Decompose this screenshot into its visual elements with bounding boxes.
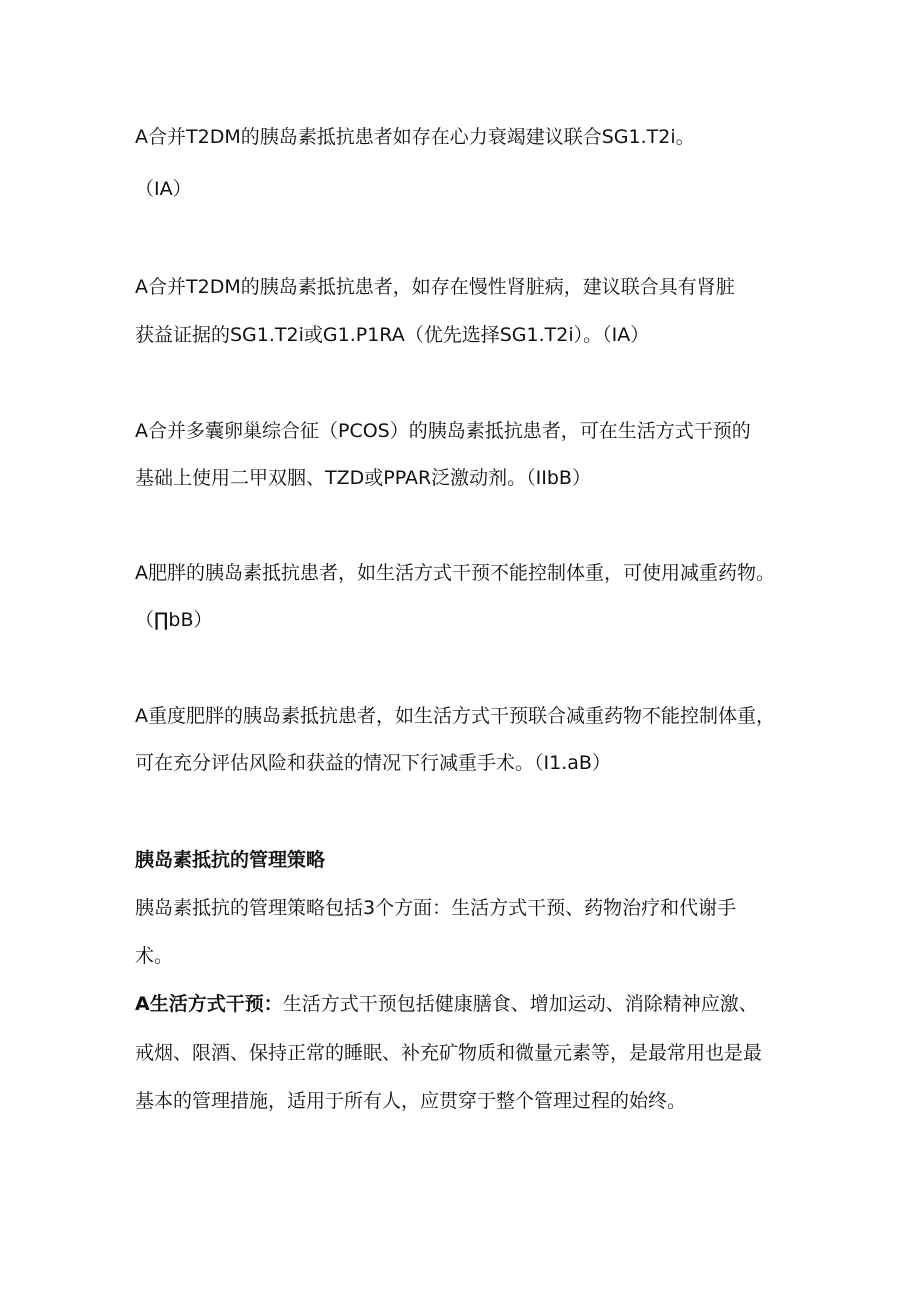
recommendation-5-line-2: 可在充分评估风险和获益的情况下行减重手术。（I1.aB）: [135, 752, 611, 774]
lifestyle-paragraph-line-3: 基本的管理措施，适用于所有人，应贯穿于整个管理过程的始终。: [135, 1090, 687, 1112]
lifestyle-label: A生活方式干预：: [135, 993, 283, 1015]
lifestyle-paragraph-line-1: [135, 991, 815, 1017]
recommendation-2-line-2: 获益证据的SG1.T2i或G1.P1RA（优先选择SG1.T2i）。（IA）: [135, 324, 650, 346]
recommendation-3-line-2: 基础上使用二甲双胭、TZD或PPAR泛激动剂。（IIbB）: [135, 467, 591, 489]
section-intro-line-1: 胰岛素抵抗的管理策略包括3个方面：生活方式干预、药物治疗和代谢手: [135, 897, 737, 919]
recommendation-2-line-1: A合并T2DM的胰岛素抵抗患者，如存在慢性肾脏病，建议联合具有肾脏: [135, 276, 735, 298]
lifestyle-paragraph-line-2: 戒烟、限酒、保持正常的睡眠、补充矿物质和微量元素等，是最常用也是最: [135, 1042, 763, 1064]
recommendation-1-line-2: （IA）: [135, 178, 192, 200]
recommendation-1-line-1: A合并T2DM的胰岛素抵抗患者如存在心力衰竭建议联合SG1.T2i。: [135, 126, 695, 148]
recommendation-3-line-1: A合并多囊卵巢综合征（PCOS）的胰岛素抵抗患者，可在生活方式干预的: [135, 420, 751, 442]
section-heading: 胰岛素抵抗的管理策略: [135, 849, 326, 871]
recommendation-4-line-1: A肥胖的胰岛素抵抗患者，如生活方式干预不能控制体重，可使用减重药物。: [135, 562, 775, 584]
recommendation-5-line-1: A重度肥胖的胰岛素抵抗患者，如生活方式干预联合减重药物不能控制体重，: [135, 705, 775, 727]
recommendation-4-line-2: （∏bB）: [135, 609, 213, 631]
section-intro-line-2: 术。: [135, 945, 174, 967]
lifestyle-text-line-1: 生活方式干预包括健康膳食、增加运动、消除精神应激、: [282, 993, 758, 1015]
